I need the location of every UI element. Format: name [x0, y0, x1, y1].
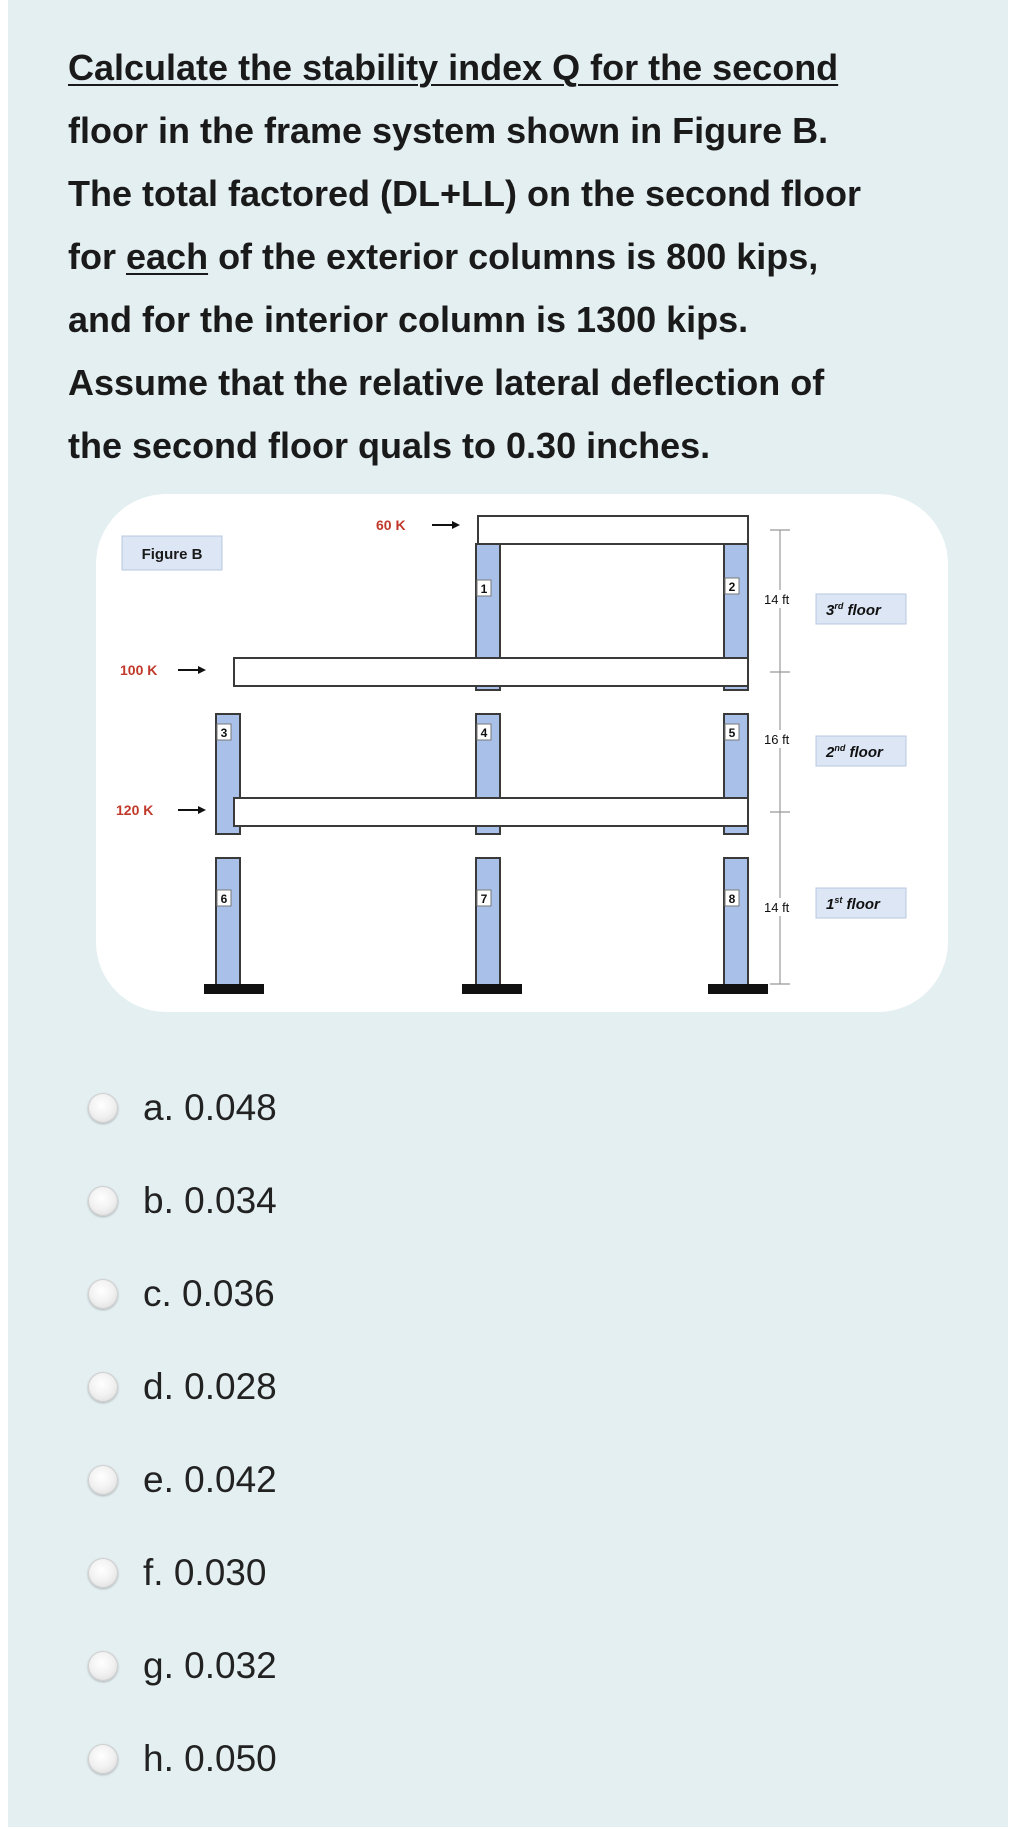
question-line-4-post: of the exterior columns is 800 kips, — [208, 236, 819, 277]
option-label[interactable]: c. 0.036 — [143, 1273, 275, 1314]
option-c[interactable] — [88, 1264, 488, 1324]
option-label[interactable]: b. 0.034 — [143, 1180, 277, 1221]
option-b[interactable] — [88, 1171, 488, 1231]
column-1-label: 1 — [480, 582, 488, 596]
radio-button[interactable] — [88, 1744, 118, 1774]
load-100k-label: 100 K — [120, 662, 158, 678]
option-label[interactable]: f. 0.030 — [143, 1552, 267, 1593]
question-text — [68, 36, 968, 477]
load-60k-label: 60 K — [376, 517, 406, 533]
radio-button[interactable] — [88, 1465, 118, 1495]
load-60k-arrowhead — [452, 521, 460, 529]
dimension-top: 14 ft — [764, 592, 790, 607]
question-line-3: The total factored (DL+LL) on the second floor — [68, 173, 862, 214]
support-middle — [462, 984, 522, 994]
option-label[interactable]: a. 0.048 — [143, 1087, 277, 1128]
question-card — [8, 0, 1008, 1827]
column-4-label: 4 — [480, 726, 488, 740]
question-line-2: floor in the frame system shown in Figure B. — [68, 110, 829, 151]
question-line-4 — [68, 225, 968, 288]
frame-diagram — [96, 494, 948, 1012]
option-label[interactable]: d. 0.028 — [143, 1366, 277, 1407]
option-e[interactable] — [88, 1450, 488, 1510]
question-line-4-pre: for — [68, 236, 126, 277]
option-g[interactable] — [88, 1636, 488, 1696]
option-d[interactable] — [88, 1357, 488, 1417]
option-label[interactable]: e. 0.042 — [143, 1459, 277, 1500]
load-120k-arrowhead — [198, 806, 206, 814]
column-8-label: 8 — [728, 892, 736, 906]
beam-third-floor — [234, 658, 748, 686]
floor-1-label: 1st floor — [826, 895, 880, 913]
column-5-label: 5 — [728, 726, 736, 740]
support-right — [708, 984, 768, 994]
question-line-7: the second floor quals to 0.30 inches. — [68, 425, 711, 466]
column-3-label: 3 — [220, 726, 228, 740]
column-2-label: 2 — [728, 580, 736, 594]
column-6 — [216, 858, 240, 986]
figure-title: Figure B — [141, 546, 203, 563]
beam-roof — [478, 516, 748, 544]
load-120k-label: 120 K — [116, 802, 154, 818]
beam-second-floor — [234, 798, 748, 826]
option-label[interactable]: g. 0.032 — [143, 1645, 277, 1686]
column-6-label: 6 — [220, 892, 228, 906]
option-a[interactable] — [88, 1078, 488, 1138]
option-f[interactable] — [88, 1543, 488, 1603]
dimension-bottom: 14 ft — [764, 900, 790, 915]
floor-3-label: 3rd floor — [826, 601, 881, 619]
column-7-label: 7 — [480, 892, 488, 906]
radio-button[interactable] — [88, 1558, 118, 1588]
support-left — [204, 984, 264, 994]
radio-button[interactable] — [88, 1372, 118, 1402]
question-line-5: and for the interior column is 1300 kips. — [68, 299, 749, 340]
floor-2-label: 2nd floor — [826, 743, 883, 761]
dimension-middle: 16 ft — [764, 732, 790, 747]
load-100k-arrowhead — [198, 666, 206, 674]
question-line-1: Calculate the stability index Q for the second — [68, 47, 839, 88]
radio-button[interactable] — [88, 1186, 118, 1216]
radio-button[interactable] — [88, 1093, 118, 1123]
column-8 — [724, 858, 748, 986]
emphasis-each: each — [126, 236, 209, 277]
radio-button[interactable] — [88, 1651, 118, 1681]
radio-button[interactable] — [88, 1279, 118, 1309]
option-label[interactable]: h. 0.050 — [143, 1738, 277, 1779]
option-h[interactable] — [88, 1729, 488, 1789]
column-7 — [476, 858, 500, 986]
frame-figure — [96, 494, 948, 1012]
question-line-6: Assume that the relative lateral deflection of — [68, 362, 825, 403]
